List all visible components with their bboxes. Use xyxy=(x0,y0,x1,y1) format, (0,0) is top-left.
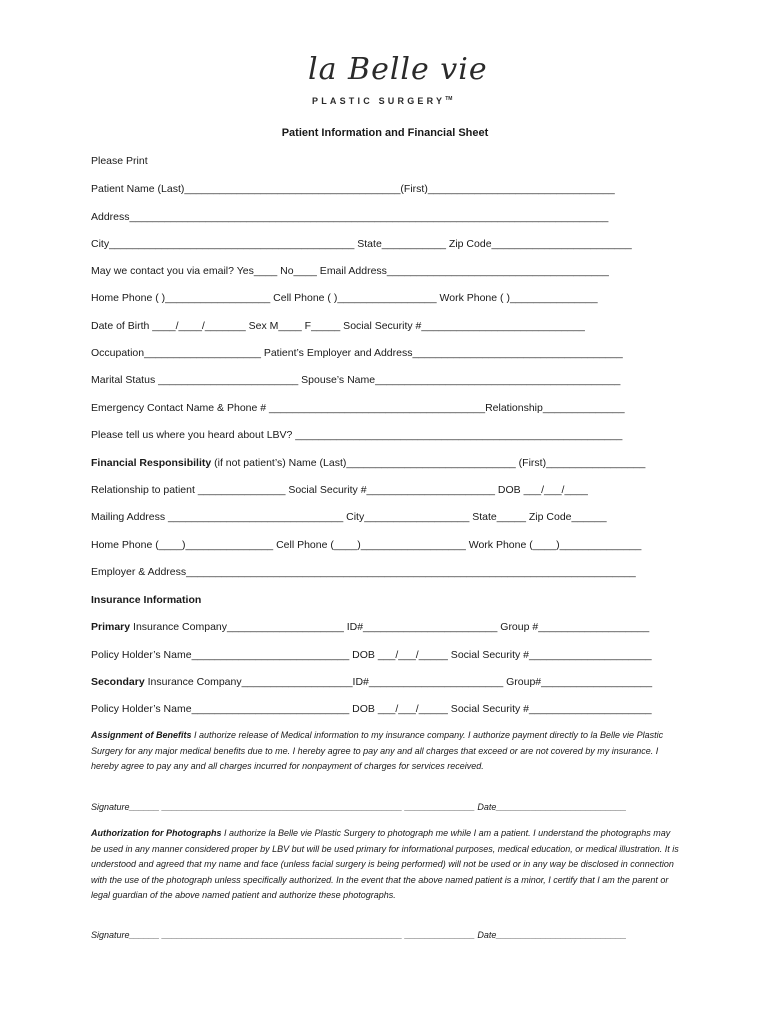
logo-subtitle xyxy=(312,96,452,106)
primary-insurance-text: Insurance Company____________________ ID#_______________________ Group #___________________ xyxy=(130,621,650,633)
phone-numbers-field[interactable]: Home Phone ( )__________________ Cell Phone ( )_________________ Work Phone ( )_______________ xyxy=(91,292,598,304)
marital-spouse-field[interactable]: Marital Status ________________________ Spouse’s Name__________________________________________ xyxy=(91,374,621,386)
occupation-employer-field[interactable]: Occupation____________________ Patient’s Employer and Address____________________________________ xyxy=(91,347,623,359)
referral-source-field[interactable]: Please tell us where you heard about LBV? ________________________________________________________ xyxy=(91,429,623,441)
employer-address-field[interactable]: Employer & Address_____________________________________________________________________________ xyxy=(91,566,636,578)
secondary-insurance-field[interactable] xyxy=(91,676,681,688)
secondary-label: Secondary xyxy=(91,676,145,688)
patient-name-field[interactable]: Patient Name (Last)_____________________________________(First)________________________________ xyxy=(91,183,615,195)
financial-responsibility-label: Financial Responsibility xyxy=(91,457,212,469)
logo xyxy=(280,52,488,116)
dob-sex-ssn-field[interactable]: Date of Birth ____/____/_______ Sex M____ F_____ Social Security #____________________________ xyxy=(91,320,585,332)
assignment-label: Assignment of Benefits xyxy=(91,730,192,740)
authorization-text: I authorize la Belle vie Plastic Surgery to photograph me while I am a patient. I understand the photographs may be used in any manner considered proper by LBV but will be used primary for informational purposes, medical education, or medical illustration. It is understood and agreed that my name and face (unless facial surgery is being performed) will not be used or in any way be disclosed in connection with the use of the photograph unless specifically authorized. In the event that the above named patient is a minor, I certify that I am the parent or legal guardian of the above named patient and authorize these photographs. xyxy=(91,828,679,900)
assignment-of-benefits-paragraph xyxy=(91,728,681,775)
logo-subtitle-text: PLASTIC SURGERY xyxy=(312,96,446,106)
address-field[interactable]: Address__________________________________________________________________________________ xyxy=(91,211,609,223)
financial-responsibility-field[interactable] xyxy=(91,457,681,469)
emergency-contact-field[interactable]: Emergency Contact Name & Phone # _____________________________________Relationship______________ xyxy=(91,402,625,414)
city-state-zip-field[interactable]: City__________________________________________ State___________ Zip Code________________________ xyxy=(91,238,632,250)
secondary-policy-holder-field[interactable]: Policy Holder’s Name___________________________ DOB ___/___/_____ Social Security #_____________________ xyxy=(91,703,652,715)
secondary-insurance-text: Insurance Company___________________ID#_______________________ Group#___________________ xyxy=(144,676,653,688)
primary-insurance-field[interactable] xyxy=(91,621,681,633)
email-contact-field[interactable]: May we contact you via email? Yes____ No____ Email Address______________________________________ xyxy=(91,265,609,277)
signature-line-2[interactable]: Signature______ ________________________________________________ ______________ Date__________________________ xyxy=(91,930,627,940)
assignment-text: I authorize release of Medical information to my insurance company. I authorize payment directly to la Belle vie Plastic Surgery for any major medical benefits due to me. I hereby agree to pay any and all charges that exceed or are not covered by my insurance. I hereby agree to pay any and all charges incurred for nonpayment of charges for services received. xyxy=(91,730,664,771)
authorization-label: Authorization for Photographs xyxy=(91,828,222,838)
relationship-ssn-dob-field[interactable]: Relationship to patient _______________ Social Security #______________________ DOB ___/___/____ xyxy=(91,484,588,496)
primary-policy-holder-field[interactable]: Policy Holder’s Name___________________________ DOB ___/___/_____ Social Security #_____________________ xyxy=(91,649,652,661)
logo-script-text: la Belle vie xyxy=(308,52,488,87)
primary-label: Primary xyxy=(91,621,131,633)
insurance-heading: Insurance Information xyxy=(91,594,202,606)
financial-responsibility-text: (if not patient’s) Name (Last)_____________________________ (First)_________________ xyxy=(211,457,646,469)
authorization-photographs-paragraph xyxy=(91,826,681,904)
responsible-phones-field[interactable]: Home Phone (____)_______________ Cell Phone (____)__________________ Work Phone (____)______________ xyxy=(91,539,642,551)
mailing-address-field[interactable]: Mailing Address ______________________________ City__________________ State_____ Zip Code______ xyxy=(91,511,607,523)
please-print: Please Print xyxy=(91,155,148,167)
logo-trademark: TM xyxy=(445,96,453,102)
page-title: Patient Information and Financial Sheet xyxy=(281,127,489,139)
signature-line-1[interactable]: Signature______ ________________________________________________ ______________ Date__________________________ xyxy=(91,802,627,812)
